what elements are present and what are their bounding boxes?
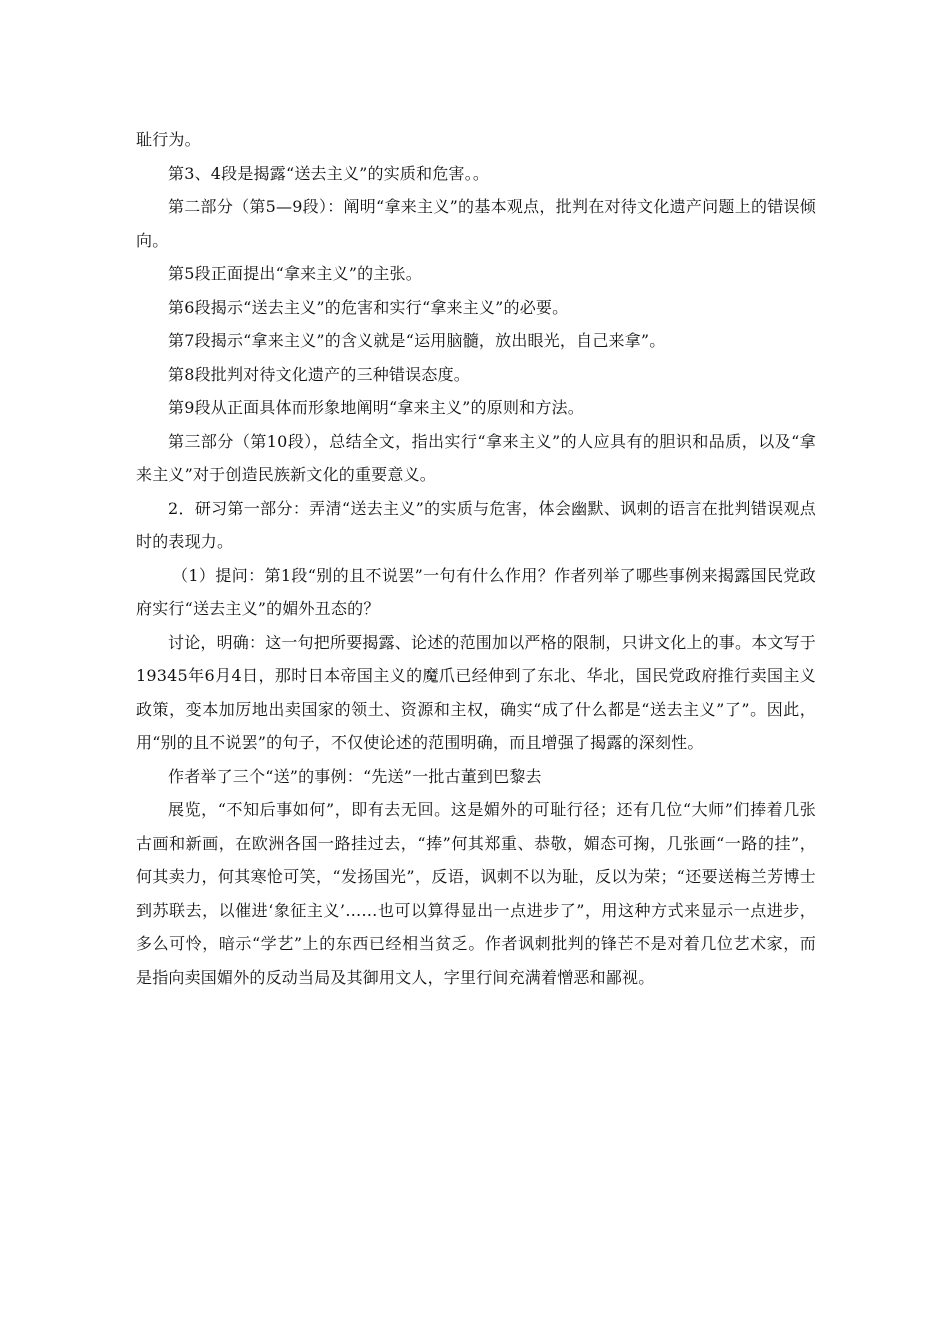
paragraph-question-1: （1）提问：第1段“别的且不说罢”一句有什么作用？作者列举了哪些事例来揭露国民党政府实行“送去主义”的媚外丑态的？ bbox=[136, 565, 816, 618]
paragraph-section-8: 第8段批判对待文化遗产的三种错误态度。 bbox=[168, 364, 470, 384]
paragraph-exhibition-analysis: 展览，“不知后事如何”，即有去无回。这是媚外的可耻行径；还有几位“大师”们捧着几张古画和新画，在欧洲各国一路挂过去，“捧”何其郑重、恭敬，媚态可掬，几张画“一路的挂”，何其卖力，何其寒怆可笑，“发扬国光”，反语，讽刺不以为耻，反以为荣；“还要送梅兰芳博士到苏联去，以催进‘象征主义’……也可以算得显出一点进步了”，用这种方式来显示一点进步，多么可怜，暗示“学艺”上的东西已经相当贫乏。作者讽刺批判的锋芒不是对着几位艺术家，而是指向卖国媚外的反动当局及其御用文人，字里行间充满着憎恶和鄙视。 bbox=[136, 800, 816, 987]
paragraph-section-6: 第6段揭示“送去主义”的危害和实行“拿来主义”的必要。 bbox=[168, 297, 569, 317]
paragraph-part-three: 第三部分（第10段），总结全文，指出实行“拿来主义”的人应具有的胆识和品质，以及“拿来主义”对于创造民族新文化的重要意义。 bbox=[136, 431, 816, 484]
document-body bbox=[136, 123, 816, 994]
paragraph-continuation: 耻行为。 bbox=[136, 130, 201, 149]
paragraph-section-9: 第9段从正面具体而形象地阐明“拿来主义”的原则和方法。 bbox=[168, 398, 584, 417]
paragraph-discussion: 讨论，明确：这一句把所要揭露、论述的范围加以严格的限制，只讲文化上的事。本文写于19345年6月4日，那时日本帝国主义的魔爪已经伸到了东北、华北，国民党政府推行卖国主义政策，变本加厉地出卖国家的领土、资源和主权，确实“成了什么都是“送去主义”了”。因此，用“别的且不说罢”的句子，不仅使论述的范围明确，而且增强了揭露的深刻性。 bbox=[136, 632, 817, 752]
paragraph-study-part-one: 2．研习第一部分：弄清“送去主义”的实质与危害，体会幽默、讽刺的语言在批判错误观点时的表现力。 bbox=[136, 498, 816, 551]
paragraph-section-3-4: 第3、4段是揭露“送去主义”的实质和危害。。 bbox=[168, 163, 490, 183]
paragraph-section-5: 第5段正面提出“拿来主义”的主张。 bbox=[168, 264, 422, 283]
paragraph-three-examples: 作者举了三个“送”的事例：“先送”一批古董到巴黎去 bbox=[168, 766, 542, 786]
paragraph-section-7: 第7段揭示“拿来主义”的含义就是“运用脑髓，放出眼光，自己来拿”。 bbox=[168, 331, 666, 350]
paragraph-part-two: 第二部分（第5—9段）：阐明“拿来主义”的基本观点，批判在对待文化遗产问题上的错误倾向。 bbox=[136, 197, 816, 250]
